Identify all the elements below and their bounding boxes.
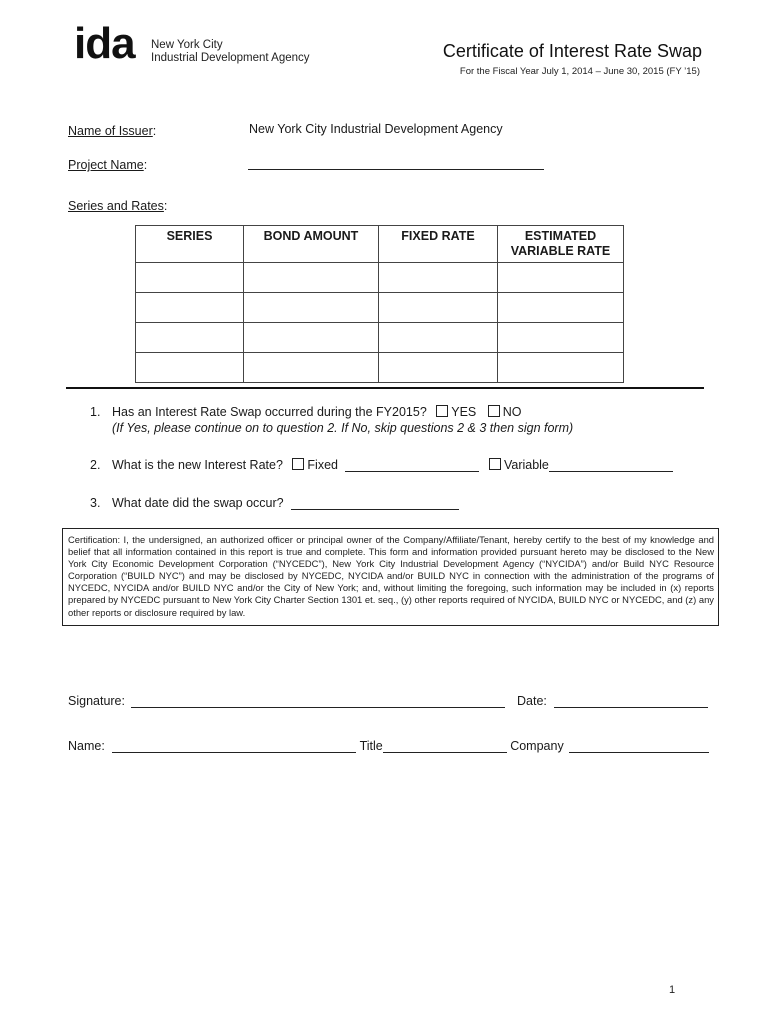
cell-series[interactable] — [136, 323, 244, 353]
question-1 — [90, 405, 522, 419]
cell-fixed-rate[interactable] — [379, 293, 498, 323]
issuer-colon: : — [152, 124, 157, 138]
col-bond-amount: BOND AMOUNT — [244, 226, 379, 263]
cell-variable-rate[interactable] — [498, 353, 624, 383]
signature-field[interactable] — [131, 695, 505, 708]
cell-variable-rate[interactable] — [498, 323, 624, 353]
ida-logo: ida — [74, 19, 135, 68]
question-1-text: Has an Interest Rate Swap occurred during the FY2015? — [112, 405, 427, 419]
issuer-row — [68, 122, 156, 140]
series-row — [68, 197, 167, 215]
variable-rate-field[interactable] — [549, 459, 673, 472]
series-label: Series and Rates — [68, 199, 164, 213]
cell-fixed-rate[interactable] — [379, 353, 498, 383]
question-1-note: (If Yes, please continue on to question 2. If No, skip questions 2 & 3 then sign form) — [112, 421, 574, 435]
col-series: SERIES — [136, 226, 244, 263]
project-row — [68, 156, 147, 174]
swap-date-field[interactable] — [291, 497, 459, 510]
project-label: Project Name — [68, 158, 144, 172]
cell-variable-rate[interactable] — [498, 293, 624, 323]
section-divider — [66, 387, 704, 389]
question-1-number: 1. — [90, 405, 101, 419]
cell-bond-amount[interactable] — [244, 263, 379, 293]
cell-fixed-rate[interactable] — [379, 323, 498, 353]
table-header-row — [136, 226, 624, 263]
cell-bond-amount[interactable] — [244, 353, 379, 383]
agency-name-line2: Industrial Development Agency — [151, 52, 310, 64]
question-3 — [90, 496, 459, 510]
page-title: Certificate of Interest Rate Swap — [442, 41, 702, 61]
series-colon: : — [163, 199, 168, 213]
question-3-number: 3. — [90, 496, 101, 510]
yes-checkbox[interactable] — [436, 405, 448, 417]
question-2-number: 2. — [90, 458, 101, 472]
date-row — [517, 694, 708, 708]
question-2 — [90, 458, 673, 472]
name-field[interactable] — [112, 740, 356, 753]
company-field[interactable] — [569, 740, 709, 753]
project-name-field[interactable] — [248, 156, 544, 170]
no-checkbox[interactable] — [488, 405, 500, 417]
table-row — [136, 263, 624, 293]
signature-label: Signature: — [68, 694, 125, 708]
title-label: Title — [359, 739, 383, 753]
title-field[interactable] — [383, 740, 507, 753]
variable-checkbox[interactable] — [489, 458, 501, 470]
cell-bond-amount[interactable] — [244, 323, 379, 353]
cell-variable-rate[interactable] — [498, 263, 624, 293]
variable-label: Variable — [503, 458, 549, 472]
date-field[interactable] — [554, 695, 708, 708]
no-label: NO — [502, 405, 522, 419]
issuer-value: New York City Industrial Development Agency — [249, 122, 503, 136]
name-label: Name: — [68, 739, 105, 753]
question-2-text: What is the new Interest Rate? — [112, 458, 283, 472]
table-row — [136, 353, 624, 383]
date-label: Date: — [517, 694, 547, 708]
agency-name-line1: New York City — [151, 39, 223, 51]
cell-series[interactable] — [136, 353, 244, 383]
issuer-label: Name of Issuer — [68, 124, 153, 138]
project-colon: : — [143, 158, 148, 172]
agency-name — [151, 39, 310, 65]
yes-label: YES — [451, 405, 477, 419]
page-number: 1 — [669, 984, 676, 996]
table-row — [136, 293, 624, 323]
cell-series[interactable] — [136, 263, 244, 293]
table-row — [136, 323, 624, 353]
series-rates-table — [135, 225, 624, 383]
certification-box: Certification: I, the undersigned, an authorized officer or principal owner of the Company/Affiliate/Tenant, hereby certify to the best of my knowledge and belief that all information contained in this report is true and complete. This form and information provided pursuant hereto may be disclosed to the New York City Economic Development Corporation (“NYCEDC”), New York City Industrial Development Agency (“NYCIDA”) and/or Build NYC Resource Corporation (“BUILD NYC”) and may be disclosed by NYCEDC, NYCIDA and/or BUILD NYC in connection with the administration of the programs of NYCEDC, NYCIDA and/or BUILD NYC and/or the City of New York; and, without limiting the foregoing, such information may be included in (x) reports prepared by NYCEDC pursuant to New York City Charter Section 1301 et. seq., (y) other reports required of NYCIDA, BUILD NYC or NYCEDC, and (z) any other reports or disclosure required by law. — [62, 528, 719, 626]
company-label: Company — [510, 739, 564, 753]
fixed-checkbox[interactable] — [292, 458, 304, 470]
page-subtitle: For the Fiscal Year July 1, 2014 – June 30, 2015 (FY ’15) — [459, 66, 700, 77]
col-fixed-rate: FIXED RATE — [379, 226, 498, 263]
fixed-label: Fixed — [307, 458, 338, 472]
cell-series[interactable] — [136, 293, 244, 323]
fixed-rate-field[interactable] — [345, 459, 479, 472]
cell-bond-amount[interactable] — [244, 293, 379, 323]
col-estimated-variable-rate: ESTIMATED VARIABLE RATE — [498, 226, 624, 263]
question-3-text: What date did the swap occur? — [112, 496, 284, 510]
signature-row — [68, 694, 505, 708]
cell-fixed-rate[interactable] — [379, 263, 498, 293]
name-row — [68, 739, 709, 753]
